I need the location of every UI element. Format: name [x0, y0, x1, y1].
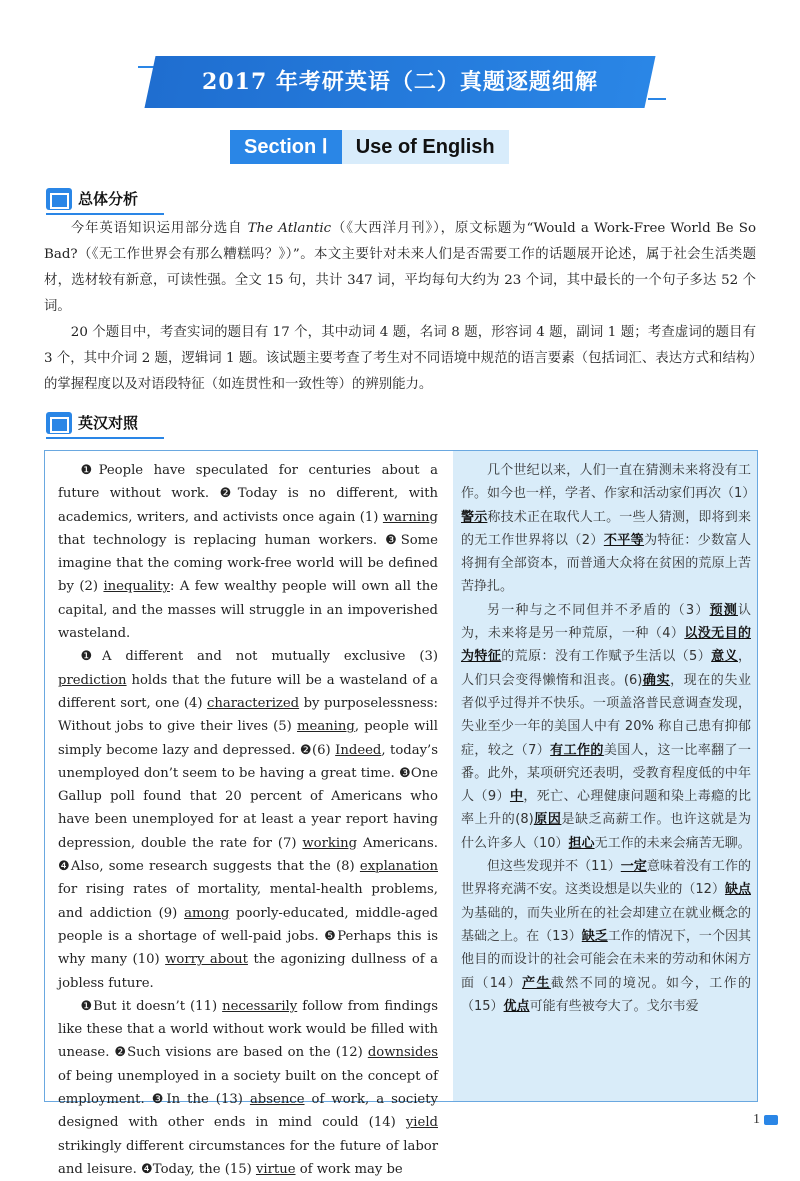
english-paragraph — [58, 995, 438, 1181]
section-tag — [230, 130, 509, 164]
passage-text: ❶A different and not mutually exclusive (3) — [80, 649, 438, 665]
answer-word: characterized — [207, 695, 300, 711]
english-paragraph — [58, 645, 438, 994]
passage-text: 认为，未来将是另一种荒原，一种（4） — [461, 602, 751, 642]
section-name: Use of English — [342, 130, 509, 164]
passage-text: , today’s unemployed don’t seem to be having a great time. ❸One Gallup poll found that 20 percent of Americans who have been unemployed for at least a year report having depression, double the rate for (7) — [58, 742, 438, 851]
answer-word: working — [302, 835, 358, 851]
answer-word: 意义 — [711, 649, 738, 665]
answer-word: 确实 — [642, 672, 671, 688]
passage-text: 为特征：少数富人将拥有全部资本，而普通大众将在贫困的荒原上苦苦挣扎。 — [461, 532, 751, 595]
answer-word: necessarily — [222, 998, 298, 1014]
passage-text: 称技术正在取代人工。一些人猜测，即将到来的无工作世界将以（2） — [461, 509, 751, 548]
answer-word: 以没无目的为特征 — [461, 626, 751, 665]
answer-word: among — [184, 905, 230, 921]
answer-word: 原因 — [533, 812, 562, 828]
passage-text: follow from findings like these that a world without work would be filled with unease. ❷Such visions are based on the (12) — [58, 998, 438, 1061]
passage-text: holds that the future will be a wasteland of a different sort, one (4) — [58, 672, 438, 711]
passage-text: 的荒原：没有工作赋予生活以（5） — [501, 649, 712, 665]
passage-text: for rising rates of mortality, mental-health problems, and addiction (9) — [58, 882, 438, 921]
answer-word: 优点 — [503, 998, 530, 1014]
answer-word: downsides — [367, 1045, 438, 1061]
title-banner — [150, 56, 650, 108]
passage-text: of being unemployed in a society built on the concept of employment. ❸In the (13) — [58, 1068, 438, 1108]
answer-word: yield — [405, 1115, 438, 1131]
answer-word: worry about — [165, 952, 248, 968]
section-label: Section Ⅰ — [230, 130, 342, 164]
passage-text: ❶People have speculated for centuries about a future without work. ❷Today is no different, with academics, writers, and activists once again (1) — [58, 463, 438, 525]
answer-word: 不平等 — [603, 532, 645, 548]
chinese-paragraph — [461, 855, 751, 1018]
page-number: 1 — [753, 1112, 760, 1127]
answer-word: 担心 — [568, 835, 595, 851]
passage-text: 美国人，这一比率翻了一番。此外，某项研究还表明，受教育程度低的中年人（9） — [461, 742, 751, 805]
passage-text: of work, a society designed with other ends in mind could (14) — [58, 1092, 438, 1131]
analysis-paragraph-1: 今年英语知识运用部分选自 The Atlantic（《大西洋月刊》），原文标题为“Would a Work-Free World Be So Bad?（《无工作世界会有那么糟糕吗？》）”。本文主要针对未来人们是否需要工作的话题展开论述，属于社会生活类题材，选材较有新意，可读性强。全文 15 句，共计 347 词，平均每句大约为 23 个词，其中最长的一个句子多达 52 个词。 — [44, 221, 756, 314]
answer-word: 产生 — [522, 975, 551, 991]
passage-text: 无工作的未来会痛苦无聊。 — [594, 835, 751, 851]
passage-text: 可能有些被夸大了。戈尔韦爱 — [529, 998, 699, 1014]
answer-word: 缺乏 — [581, 928, 608, 944]
passage-text: ，现在的失业者似乎过得并不快乐。一项盖洛普民意调查发现，失业至少一年的美国人中有 20% 称自己患有抑郁症，较之（7） — [461, 672, 751, 758]
passage-text: 但这些发现并不（11） — [487, 859, 621, 875]
answer-word: 缺点 — [724, 882, 751, 898]
chinese-paragraph — [461, 459, 756, 599]
chinese-column — [453, 451, 757, 1101]
passage-text: that technology is replacing human workers. ❸Some imagine that the coming work-free world will be defined by (2) — [58, 532, 438, 595]
passage-text: of work may be — [295, 1161, 403, 1177]
answer-word: inequality — [103, 579, 170, 595]
answer-word: 预测 — [709, 602, 738, 618]
passage-text: 几个世纪以来，人们一直在猜测未来将没有工作。如今也一样，学者、作家和活动家们再次（1） — [461, 463, 756, 502]
page-title: 2017 年考研英语（二）真题逐题细解 — [202, 69, 598, 95]
answer-word: 中 — [509, 789, 524, 805]
passage-text: , people will simply become lazy and depressed. ❷(6) — [58, 719, 438, 758]
analysis-text — [44, 216, 756, 398]
passage-text: : A few wealthy people will own all the capital, and the masses will struggle in an impoverished wasteland. — [58, 579, 438, 642]
answer-word: warning — [382, 509, 438, 525]
answer-word: 一定 — [620, 859, 647, 875]
banner-deco — [648, 98, 666, 100]
heading-analysis: 总体分析 — [46, 186, 138, 212]
english-paragraph — [58, 459, 438, 645]
answer-word: explanation — [359, 859, 438, 875]
passage-text: 意味着没有工作的世界将充满不安。这类设想是以失业的（12） — [461, 859, 751, 898]
passage-text: 是缺乏高薪工作。也许这就是为什么许多人（10） — [461, 812, 751, 851]
bilingual-box — [44, 450, 758, 1177]
passage-text: 另一种与之不同但并不矛盾的（3） — [487, 602, 710, 618]
passage-text: 工作的情况下，一个因其他目的而设计的社会可能会在未来的劳动和休闲方面（14） — [461, 928, 751, 991]
book-icon — [46, 188, 72, 210]
passage-text: by purposelessness: Without jobs to give their lives (5) — [58, 695, 438, 735]
passage-text: 截然不同的境况。如今，工作的（15） — [461, 975, 751, 1014]
passage-text: ，死亡、心理健康问题和染上毒瘾的比率上升的(8) — [461, 789, 751, 828]
passage-text: ，人们只会变得懒惰和沮丧。(6) — [461, 649, 751, 688]
passage-text: strikingly different circumstances for the future of labor and leisure. ❹Today, the (15) — [58, 1138, 438, 1177]
answer-word: absence — [249, 1092, 305, 1108]
passage-text: ❶But it doesn’t (11) — [80, 998, 223, 1014]
book-icon — [46, 412, 72, 434]
analysis-paragraph-2: 20 个题目中，考查实词的题目有 17 个，其中动词 4 题，名词 8 题，形容词 4 题，副词 1 题；考查虚词的题目有 3 个，其中介词 2 题，逻辑词 1 题。该试题主要考查了考生对不同语境中规范的语言要素（包括词汇、表达方式和结构）的掌握程度以及对语段特征（如连贯性和一致性等）的辨别能力。 — [44, 325, 756, 392]
heading-compare: 英汉对照 — [46, 410, 138, 436]
passage-text: poorly-educated, middle-aged people is a shortage of well-paid jobs. ❺Perhaps this is why many (10) — [58, 905, 438, 968]
answer-word: 有工作的 — [550, 742, 604, 758]
answer-word: meaning — [297, 719, 355, 735]
chinese-paragraph — [461, 599, 751, 855]
passage-text: 为基础的，而失业所在的社会却建立在就业概念的基础之上。在（13） — [461, 905, 751, 944]
answer-word: virtue — [255, 1161, 296, 1177]
passage-text: Americans. ❹Also, some research suggests that the (8) — [58, 835, 438, 875]
answer-word: 警示 — [461, 509, 488, 525]
passage-text: the agonizing dullness of a jobless future. — [58, 952, 438, 991]
answer-word: Indeed — [335, 742, 382, 758]
page-mark-icon — [764, 1115, 778, 1125]
english-passage — [58, 459, 438, 1181]
answer-word: prediction — [58, 672, 127, 688]
chinese-passage — [461, 459, 756, 1018]
